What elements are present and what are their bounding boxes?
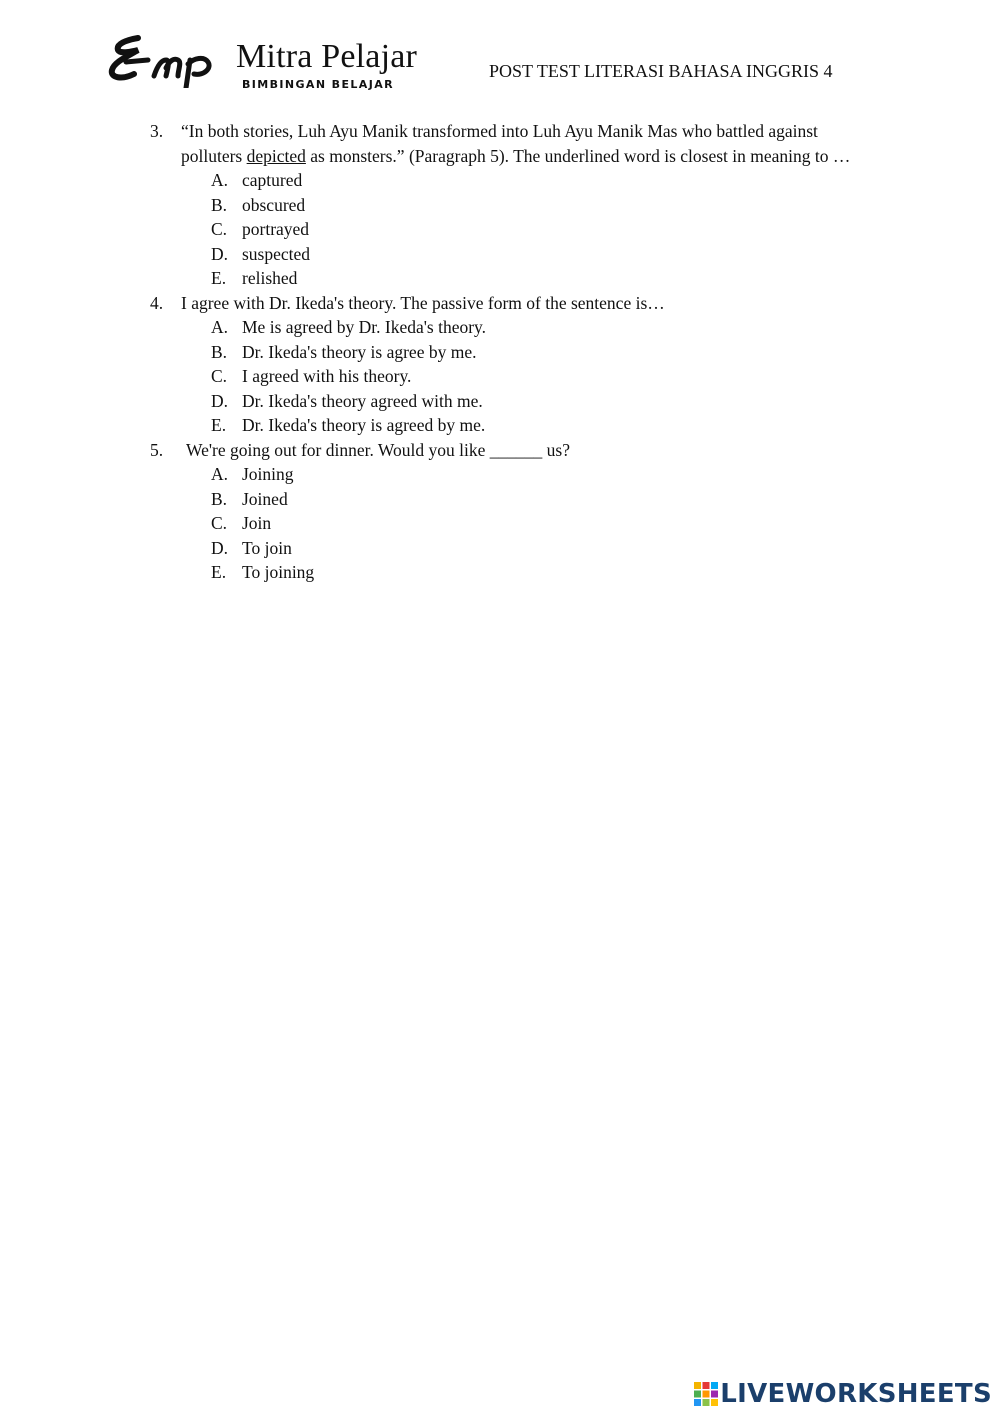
brand-subtitle: BIMBINGAN BELAJAR [242, 78, 394, 91]
liveworksheets-logo-icon [694, 1382, 718, 1406]
question-text-before: “In both stories, Luh Ayu Manik transformed into Luh Ayu Manik Mas who battled against polluters [181, 121, 818, 166]
question-number: 3. [150, 121, 164, 141]
option-letter: E. [211, 268, 227, 288]
emp-logo-mark-icon [108, 34, 236, 88]
option-letter: E. [211, 562, 227, 582]
option-b[interactable] [211, 487, 880, 512]
brand-logo [108, 34, 428, 94]
option-letter: A. [211, 317, 229, 337]
option-text: Joined [242, 488, 288, 509]
option-text: Dr. Ikeda's theory agreed with me. [242, 390, 483, 411]
question-text [181, 119, 880, 168]
option-b[interactable] [211, 340, 880, 365]
option-text: To join [242, 537, 292, 558]
option-text: Dr. Ikeda's theory is agreed by me. [242, 415, 486, 435]
option-letter: E. [211, 415, 227, 435]
brand-name: Mitra Pelajar [236, 38, 418, 75]
option-letter: C. [211, 366, 228, 386]
option-letter: A. [211, 464, 229, 484]
underlined-word: depicted [246, 145, 306, 166]
question-list [150, 119, 880, 585]
question-4 [150, 291, 880, 438]
option-d[interactable] [211, 536, 880, 561]
option-letter: D. [211, 243, 229, 264]
option-list [181, 168, 880, 291]
option-b[interactable] [211, 193, 880, 218]
option-list [181, 462, 880, 585]
question-text: We're going out for dinner. Would you like ______ us? [186, 439, 570, 460]
question-3 [150, 119, 880, 291]
liveworksheets-watermark [694, 1379, 992, 1409]
option-letter: B. [211, 488, 228, 509]
option-letter: C. [211, 513, 228, 533]
option-a[interactable] [211, 168, 880, 193]
option-letter: D. [211, 390, 229, 411]
option-list [181, 315, 880, 438]
option-letter: A. [211, 170, 229, 190]
option-text: obscured [242, 194, 306, 215]
option-text: suspected [242, 243, 311, 264]
option-letter: D. [211, 537, 229, 558]
option-text: portrayed [242, 219, 310, 239]
option-d[interactable] [211, 389, 880, 414]
watermark-text: LIVEWORKSHEETS [720, 1379, 992, 1409]
option-text: I agreed with his theory. [242, 366, 412, 386]
option-a[interactable] [211, 315, 880, 340]
option-d[interactable] [211, 242, 880, 267]
question-number: 5. [150, 439, 164, 460]
option-text: Me is agreed by Dr. Ikeda's theory. [242, 317, 487, 337]
option-text: captured [242, 170, 303, 190]
option-letter: B. [211, 194, 228, 215]
question-text-after: as monsters.” (Paragraph 5). The underlined word is closest in meaning to … [305, 145, 851, 166]
question-5 [150, 438, 880, 585]
option-c[interactable] [211, 511, 880, 536]
test-title: POST TEST LITERASI BAHASA INGGRIS 4 [489, 61, 833, 81]
option-text: Join [242, 513, 272, 533]
option-e[interactable] [211, 413, 880, 438]
option-c[interactable] [211, 217, 880, 242]
question-text: I agree with Dr. Ikeda's theory. The passive form of the sentence is… [181, 292, 665, 313]
option-letter: B. [211, 341, 228, 362]
question-number: 4. [150, 292, 164, 313]
option-text: Dr. Ikeda's theory is agree by me. [242, 341, 477, 362]
option-text: Joining [242, 464, 294, 484]
option-text: relished [242, 268, 298, 288]
option-a[interactable] [211, 462, 880, 487]
option-e[interactable] [211, 560, 880, 585]
option-text: To joining [242, 562, 315, 582]
option-letter: C. [211, 219, 228, 239]
option-e[interactable] [211, 266, 880, 291]
option-c[interactable] [211, 364, 880, 389]
